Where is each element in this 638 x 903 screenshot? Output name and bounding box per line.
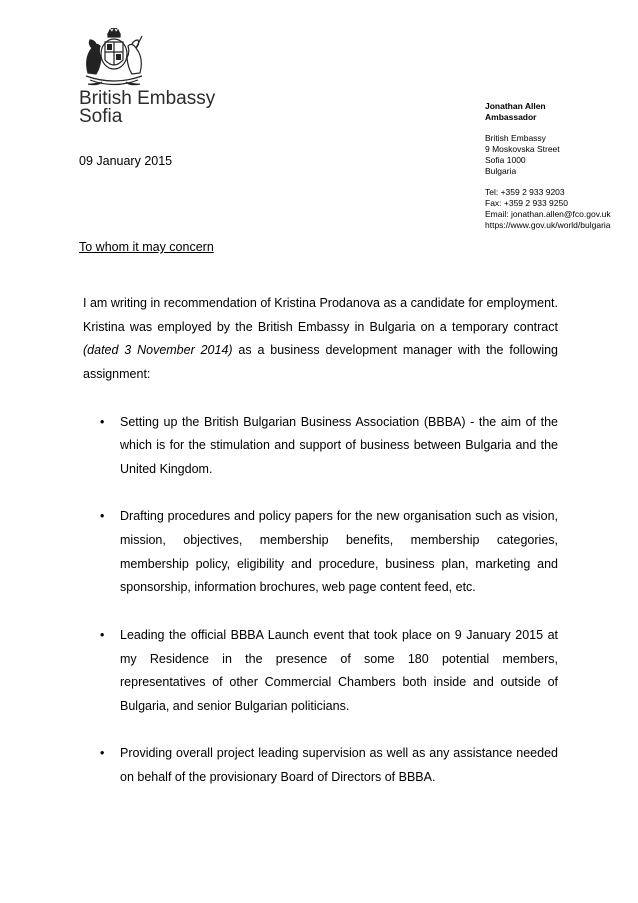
bullet-icon: • (100, 509, 105, 524)
list-item (83, 505, 558, 600)
sender-block (485, 101, 611, 231)
sender-fax: Fax: +359 2 933 9250 (485, 198, 568, 208)
sender-tel: Tel: +359 2 933 9203 (485, 187, 565, 197)
intro-paragraph (83, 292, 558, 387)
salutation: To whom it may concern (79, 240, 214, 254)
list-item-text: Drafting procedures and policy papers for the new organisation such as vision, mission, objectives, membership benefits, membership categories, membership policy, eligibility and procedure, business plan, marketing and sponsorship, information brochures, web page content feed, etc. (120, 509, 558, 595)
bullet-icon: • (100, 414, 105, 429)
letter-body (83, 292, 558, 790)
list-item-text: Providing overall project leading supervision as well as any assistance needed on behalf of the provisionary Board of Directors of BBBA. (120, 746, 558, 784)
list-item (83, 742, 558, 789)
intro-text-italic: (dated 3 November 2014) (83, 343, 233, 358)
sender-address-line: Sofia 1000 (485, 155, 526, 165)
sender-address-line: British Embassy (485, 133, 546, 143)
royal-coat-of-arms-icon (78, 28, 150, 90)
intro-text-part1: I am writing in recommendation of Kristina Prodanova as a candidate for employment. Kristina was employed by the British Embassy in Bulgaria on a temporary contract (83, 296, 558, 334)
sender-name: Jonathan Allen (485, 101, 546, 111)
sender-title: Ambassador (485, 112, 537, 122)
bullet-icon: • (100, 746, 105, 761)
letter-date: 09 January 2015 (79, 154, 173, 168)
intro-text-part2: as a business development manager with the following assignment: (83, 343, 558, 382)
list-item-text: Setting up the British Bulgarian Business Association (BBBA) - the aim of the which is for the stimulation and support of business between Bulgaria and the United Kingdom. (120, 414, 558, 476)
sender-address-line: 9 Moskovska Street (485, 144, 560, 154)
list-item-text: Leading the official BBBA Launch event that took place on 9 January 2015 at my Residence in the presence of some 180 potential members, representatives of other Commercial Chambers both inside and outside of Bulgaria, and senior Bulgarian politicians. (120, 627, 558, 713)
sender-website: https://www.gov.uk/world/bulgaria (485, 220, 611, 230)
bullet-icon: • (100, 627, 105, 642)
sender-address-line: Bulgaria (485, 166, 517, 176)
sender-email: Email: jonathan.allen@fco.gov.uk (485, 209, 611, 219)
organization-name (79, 90, 215, 126)
list-item (83, 411, 558, 482)
list-item (83, 624, 558, 719)
organization-name-line1: British Embassy (79, 88, 216, 109)
organization-name-line2: Sofia (79, 106, 123, 127)
assignment-list (83, 411, 558, 790)
